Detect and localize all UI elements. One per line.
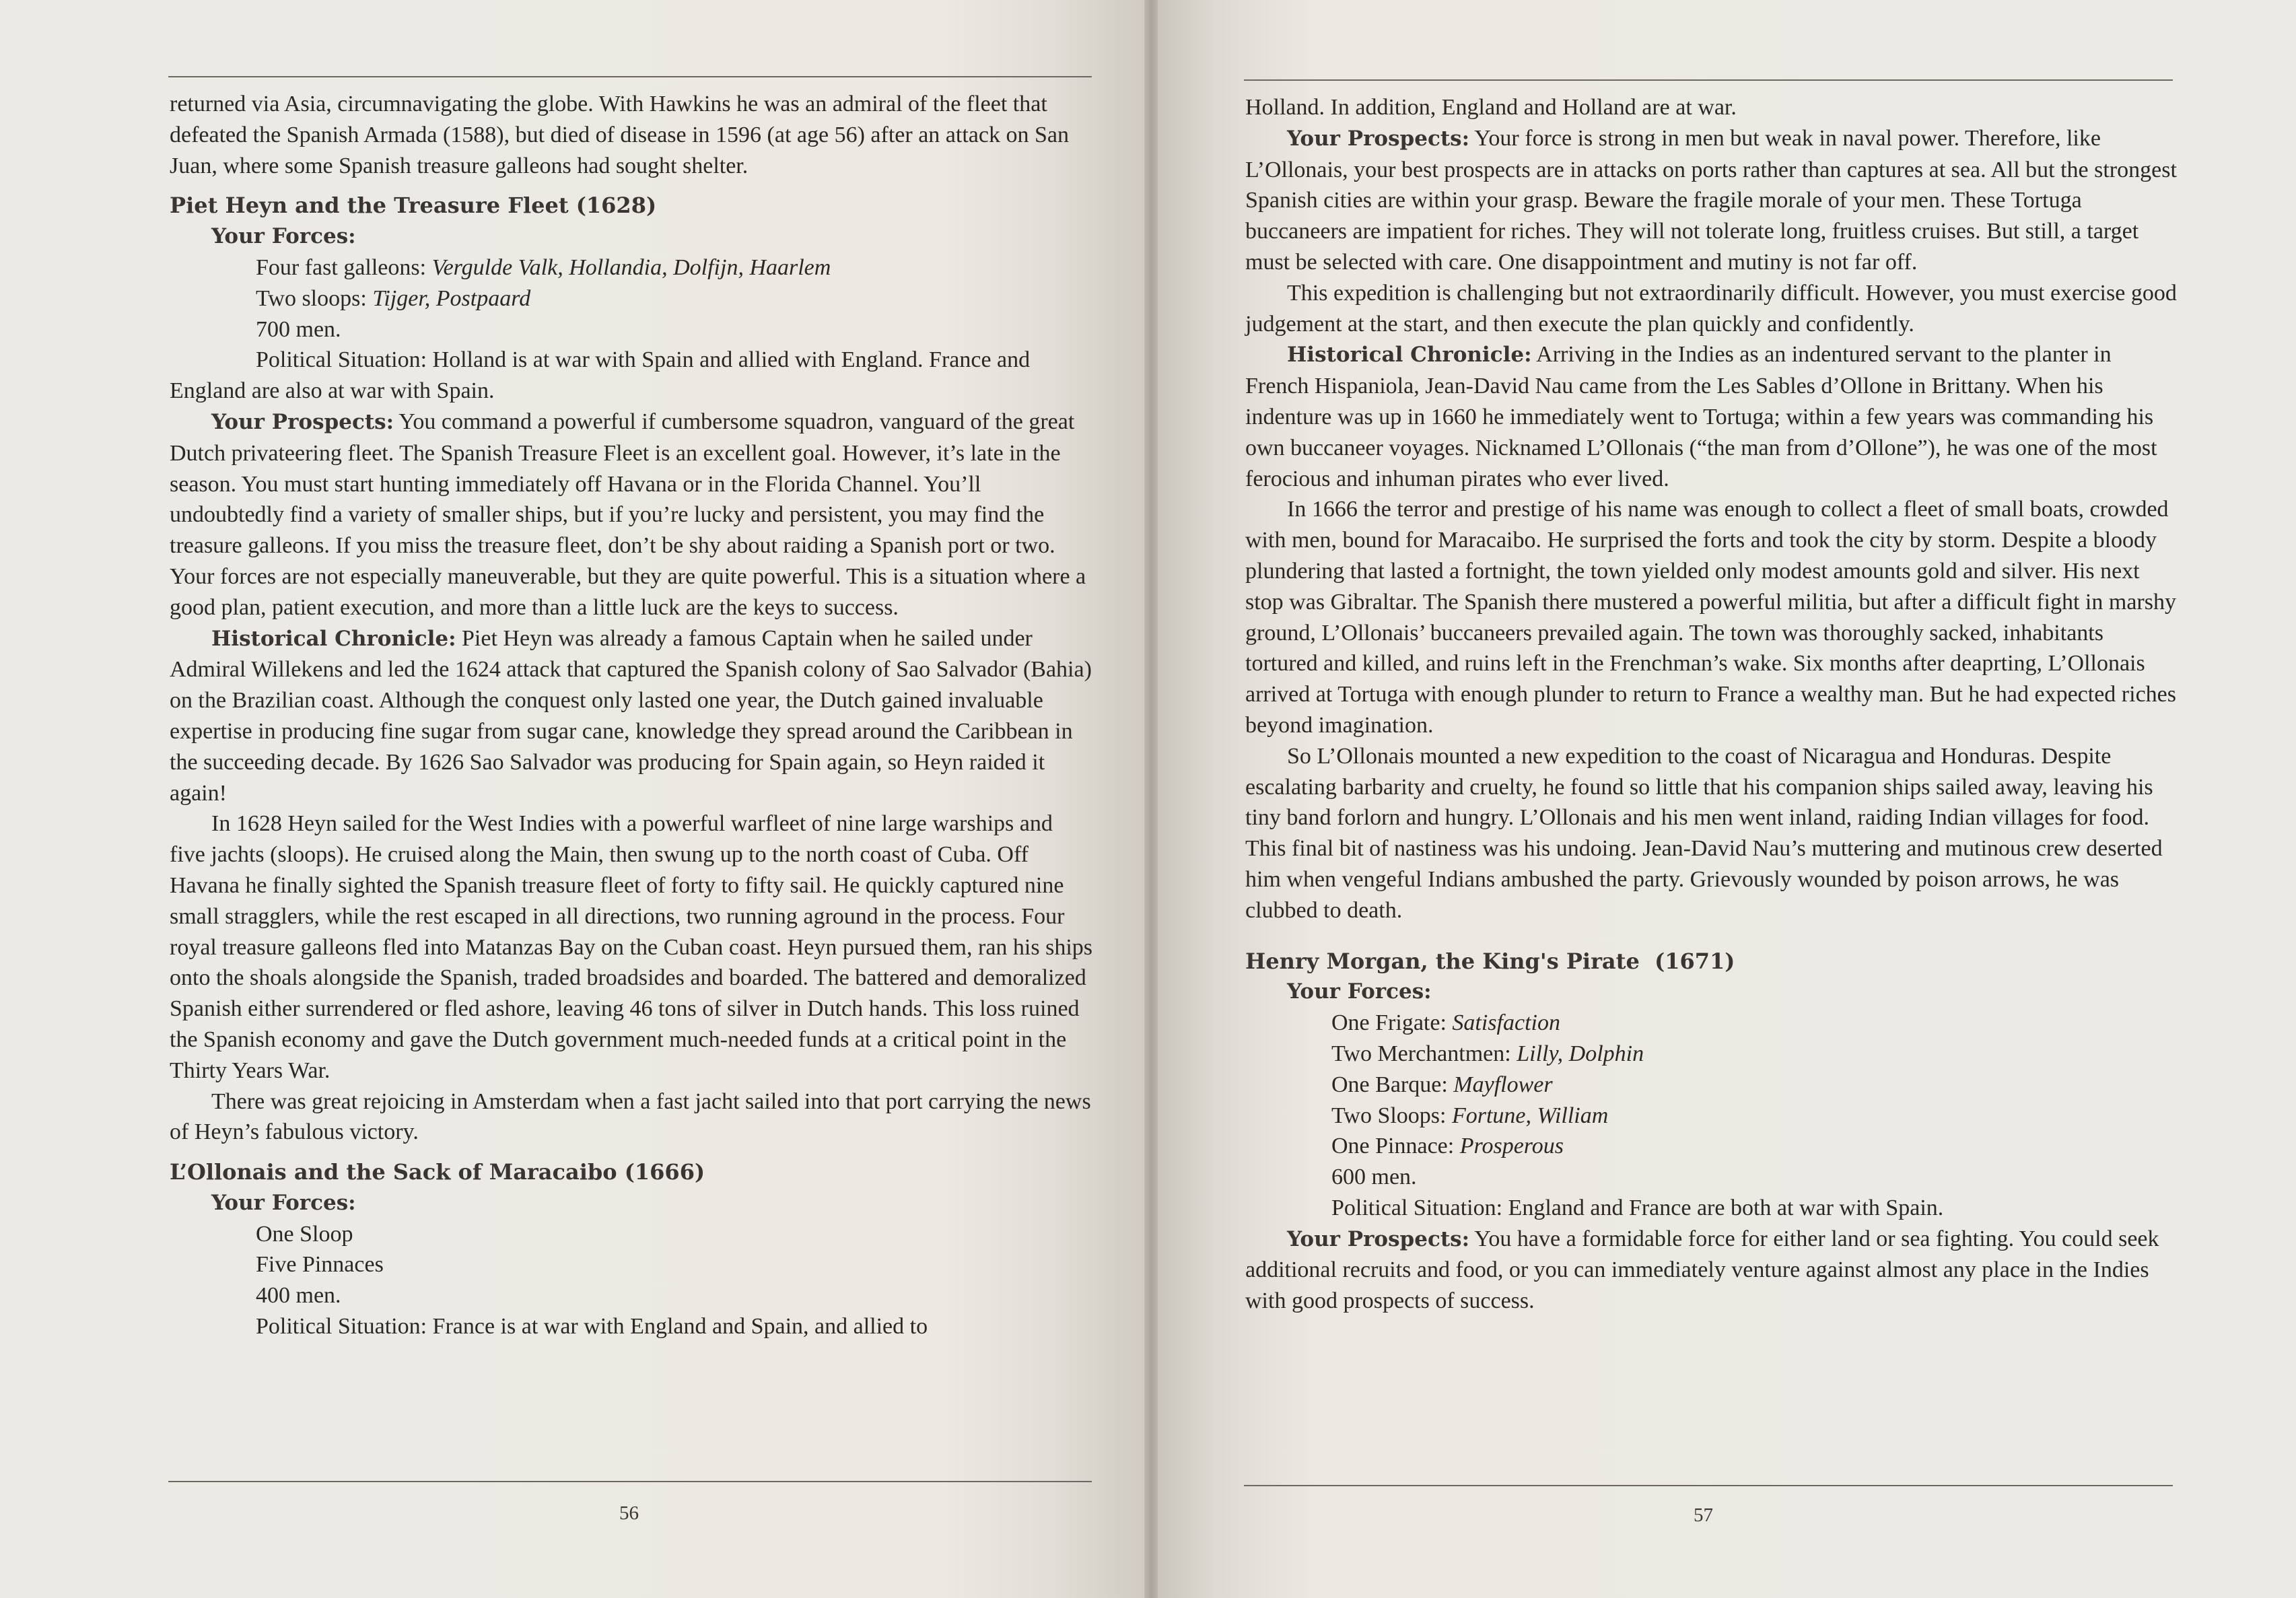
force-item: Five Pinnaces xyxy=(256,1252,384,1278)
right-text-column xyxy=(1245,92,2178,1317)
section-heading: Henry Morgan, the King's Pirate (1671) xyxy=(1245,948,1735,974)
top-rule xyxy=(168,76,1092,77)
continued-paragraph: Holland. In addition, England and Holland are at war. xyxy=(1245,95,1737,120)
force-men: 600 men. xyxy=(1331,1165,1417,1190)
top-rule xyxy=(1244,79,2173,81)
body-paragraph: So L’Ollonais mounted a new expedition to the coast of Nicaragua and Honduras. Despite escalating barbarity and cruelty, he found so little that his companion ships sailed away, leaving his tiny band forlorn and hungry. L’Ollonais and his men went inland, raiding Indian villages for food. This final bit of nastiness was his undoing. Jean-David Nau’s muttering and mutinous crew deserted him when vengeful Indians ambushed the party. Grievously wounded by poison arrows, he was clubbed to death. xyxy=(1245,743,2163,923)
political-situation: Political Situation: France is at war with England and Spain, and allied to xyxy=(256,1314,928,1340)
section-heading: Piet Heyn and the Treasure Fleet (1628) xyxy=(170,193,657,219)
force-item: One Sloop xyxy=(256,1221,353,1247)
force-item: One Frigate: Satisfaction xyxy=(1331,1010,1560,1036)
left-page xyxy=(0,0,1144,1598)
prospects-paragraph: Your Prospects: Your force is strong in men but weak in naval power. Therefore, like L’Ollonais, your best prospects are in attacks on ports rather than captures at sea. All but the strongest Spanish cities are within your grasp. Beware the fragile morale of your men. These Tortuga buccaneers are impatient for riches. They will not tolerate long, fruitless cruises. But still, a target must be selected with care. One disappointment and mutiny is not far off. xyxy=(1245,125,2177,275)
chronicle-paragraph: Historical Chronicle: Piet Heyn was already a famous Captain when he sailed under Admiral Willekens and led the 1624 attack that captured the Spanish colony of Sao Salvador (Bahia) on the Brazilian coast. Although the conquest only lasted one year, the Dutch gained invaluable expertise in producing fine sugar from sugar cane, knowledge they spread around the Caribbean in the succeeding decade. By 1626 Sao Salvador was producing for Spain again, so Heyn raided it again! xyxy=(170,625,1092,806)
book-gutter xyxy=(1144,0,1158,1598)
force-item: Two sloops: Tijger, Postpaard xyxy=(256,285,531,311)
body-paragraph: In 1628 Heyn sailed for the West Indies with a powerful warfleet of nine large warships and five jachts (sloops). He cruised along the Main, then swung up to the north coast of Cuba. Off Havana he finally sighted the Spanish treasure fleet of forty to fifty sail. He quickly captured nine small stragglers, while the rest escaped in all directions, two running aground in the process. Four royal treasure galleons fled into Matanzas Bay on the Cuban coast. Heyn pursued them, ran his ships onto the shoals alongside the Spanish, traded broadsides and boarded. The battered and demoralized Spanish either surrendered or fled ashore, leaving 46 tons of silver in Dutch hands. This loss ruined the Spanish economy and gave the Dutch government much-needed funds at a critical point in the Thirty Years War. xyxy=(170,811,1092,1083)
chronicle-paragraph: Historical Chronicle: Arriving in the Indies as an indentured servant to the planter in French Hispaniola, Jean-David Nau came from the Les Sables d’Ollone in Brittany. When his indenture was up in 1660 he immediately went to Tortuga; within a few years was commanding his own buccaneer voyages. Nicknamed L’Ollonais (“the man from d’Ollone”), he was one of the most ferocious and inhuman pirates who ever lived. xyxy=(1245,342,2157,491)
prospects-paragraph: Your Prospects: You command a powerful if cumbersome squadron, vanguard of the great Dutch privateering fleet. The Spanish Treasure Fleet is an excellent goal. However, it’s late in the season. You must start hunting immediately off Havana or in the Florida Channel. You’ll undoubtedly find a variety of smaller ships, but if you’re lucky and persistent, you may find the treasure galleons. If you miss the treasure fleet, don’t be shy about raiding a Spanish port or two. Your forces are not especially maneuverable, but they are quite powerful. This is a situation where a good plan, patient execution, and more than a little luck are the keys to success. xyxy=(170,409,1086,620)
political-situation: Political Situation: Holland is at war with Spain and allied with England. France and England are also at war with Spain. xyxy=(170,347,1031,404)
force-item: Two Sloops: Fortune, William xyxy=(1331,1103,1609,1128)
political-situation: Political Situation: England and France are both at war with Spain. xyxy=(1331,1195,1944,1220)
body-paragraph: In 1666 the terror and prestige of his name was enough to collect a fleet of small boats, crowded with men, bound for Maracaibo. He surprised the forts and took the city by storm. Despite a bloody plundering that lasted a fortnight, the town yielded only modest amounts gold and silver. His next stop was Gibraltar. The Spanish there mustered a powerful militia, but after a difficult fight in marshy ground, L’Ollonais’ buccaneers prevailed again. The town was thoroughly sacked, inhabitants tortured and killed, and ruins left in the Frenchman’s wake. Six months after deaprting, L’Ollonais arrived at Tortuga with enough plunder to return to France a wealthy man. But he had expected riches beyond imagination. xyxy=(1245,497,2176,738)
right-page xyxy=(1158,0,2296,1598)
forces-subheading: Your Forces: xyxy=(211,1190,356,1215)
left-text-column xyxy=(170,89,1093,1342)
section-heading: L’Ollonais and the Sack of Maracaibo (1666) xyxy=(170,1159,705,1185)
force-men: 700 men. xyxy=(256,316,341,342)
force-item: Four fast galleons: Vergulde Valk, Hollandia, Dolfijn, Haarlem xyxy=(256,254,831,280)
force-men: 400 men. xyxy=(256,1283,341,1309)
force-item: One Pinnace: Prosperous xyxy=(1331,1134,1564,1159)
body-paragraph: There was great rejoicing in Amsterdam when a fast jacht sailed into that port carrying the news of Heyn’s fabulous victory. xyxy=(170,1088,1091,1145)
page-number: 56 xyxy=(619,1502,639,1524)
forces-subheading: Your Forces: xyxy=(1287,979,1432,1004)
body-paragraph: This expedition is challenging but not extraordinarily difficult. However, you must exercise good judgement at the start, and then execute the plan quickly and confidently. xyxy=(1245,280,2177,337)
force-item: One Barque: Mayflower xyxy=(1331,1072,1553,1097)
bottom-rule xyxy=(168,1481,1092,1482)
prospects-paragraph: Your Prospects: You have a formidable force for either land or sea fighting. You could seek additional recruits and food, or you can immediately venture against almost any place in the Indies with good prospects of success. xyxy=(1245,1226,2159,1314)
page-number: 57 xyxy=(1694,1504,1713,1526)
forces-subheading: Your Forces: xyxy=(211,224,356,249)
force-item: Two Merchantmen: Lilly, Dolphin xyxy=(1331,1041,1644,1066)
intro-paragraph: returned via Asia, circumnavigating the globe. With Hawkins he was an admiral of the fleet that defeated the Spanish Armada (1588), but died of disease in 1596 (at age 56) after an attack on San Juan, where some Spanish treasure galleons had sought shelter. xyxy=(170,92,1069,178)
bottom-rule xyxy=(1244,1485,2173,1486)
